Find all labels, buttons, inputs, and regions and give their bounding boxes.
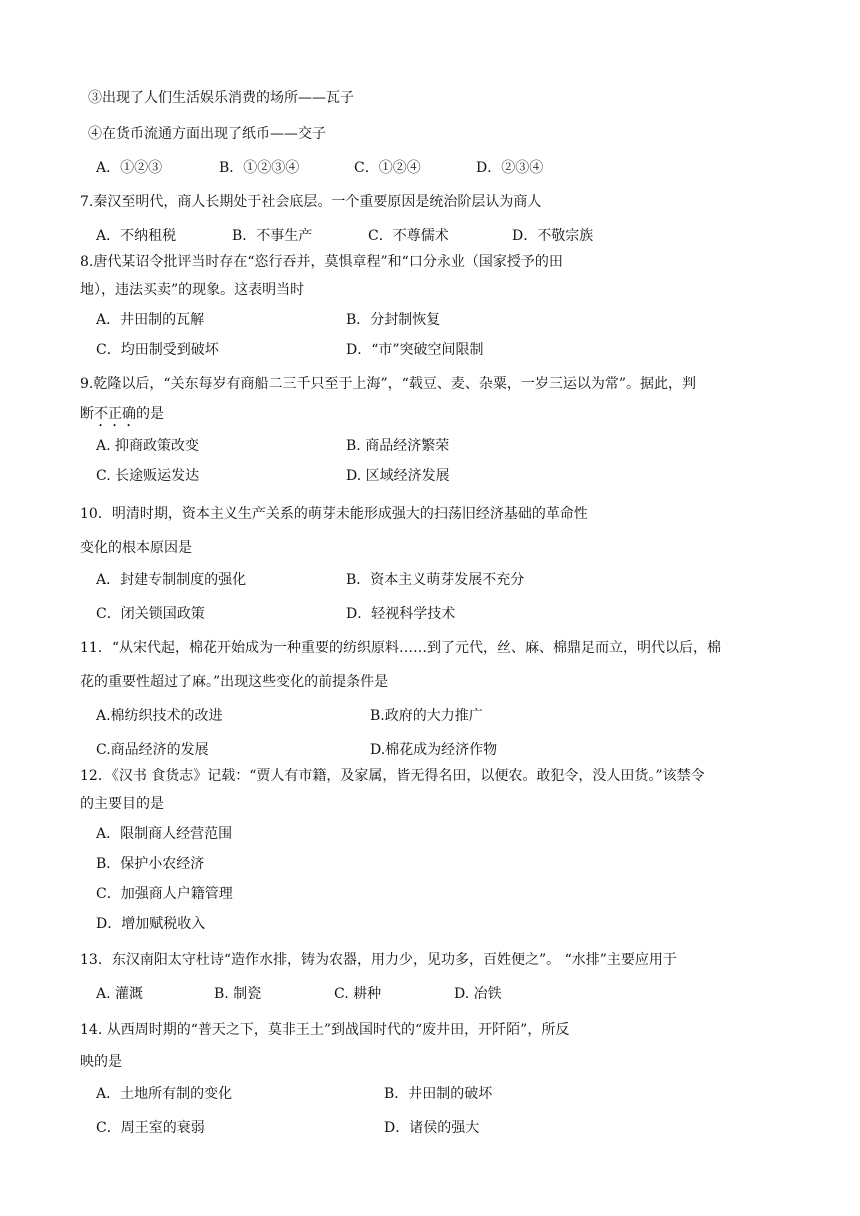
q12-option-b[interactable]: B．保护小农经济	[96, 856, 205, 872]
q12-option-a[interactable]: A．限制商人经营范围	[96, 826, 233, 842]
q14-option-a[interactable]: A．土地所有制的变化	[96, 1086, 233, 1102]
q14-option-d[interactable]: D．诸侯的强大	[384, 1120, 480, 1136]
q12-stem-line1: 12．《汉书 食货志》记载：“贾人有市籍，及家属，皆无得名田，以便农。敢犯令，没人田货。”该禁令	[80, 768, 705, 784]
q8-option-d[interactable]: D．“市”突破空间限制	[346, 342, 484, 358]
q7-option-b[interactable]: B．不事生产	[232, 228, 313, 244]
q11-stem-line2: 花的重要性超过了麻。”出现这些变化的前提条件是	[80, 674, 389, 690]
q7-option-a[interactable]: A．不纳租税	[96, 228, 177, 244]
q6-option-c[interactable]: C．①②④	[354, 160, 421, 176]
q9-option-c[interactable]: C. 长途贩运发达	[96, 468, 200, 484]
q10-option-b[interactable]: B．资本主义萌芽发展不充分	[346, 572, 525, 588]
q11-option-c[interactable]: C.商品经济的发展	[96, 742, 209, 758]
item-4: ④在货币流通方面出现了纸币——交子	[88, 126, 326, 142]
q9-option-d[interactable]: D. 区域经济发展	[346, 468, 450, 484]
q6-option-d[interactable]: D．②③④	[476, 160, 544, 176]
q7-option-c[interactable]: C．不尊儒术	[368, 228, 449, 244]
q9-stem-pre: 断	[80, 406, 94, 422]
q13-option-b[interactable]: B. 制瓷	[214, 986, 262, 1002]
q14-stem-line1: 14. 从西周时期的“普天之下，莫非王土”到战国时代的“废井田，开阡陌”，所反	[80, 1022, 570, 1038]
q9-option-b[interactable]: B. 商品经济繁荣	[346, 438, 450, 454]
q9-stem-line2	[80, 404, 164, 430]
q9-stem-post: 的是	[136, 406, 164, 422]
q10-option-a[interactable]: A．封建专制制度的强化	[96, 572, 247, 588]
q14-option-c[interactable]: C．周王室的衰弱	[96, 1120, 205, 1136]
q13-option-c[interactable]: C. 耕种	[334, 986, 382, 1002]
q12-option-d[interactable]: D．增加赋税收入	[96, 916, 206, 932]
q8-stem-line2: 地），违法买卖”的现象。这表明当时	[80, 282, 305, 298]
q11-stem-line1: 11．“从宋代起，棉花开始成为一种重要的纺织原料……到了元代，丝、麻、棉鼎足而立，明代以后，棉	[80, 640, 721, 656]
q10-option-c[interactable]: C．闭关锁国政策	[96, 606, 205, 622]
q7-stem: 7.秦汉至明代，商人长期处于社会底层。一个重要原因是统治阶层认为商人	[80, 194, 542, 210]
q8-option-a[interactable]: A．井田制的瓦解	[96, 312, 205, 328]
q13-option-d[interactable]: D. 冶铁	[454, 986, 502, 1002]
q6-option-a[interactable]: A．①②③	[96, 160, 163, 176]
q9-stem-line1: 9.乾隆以后，“关东每岁有商船二三千只至于上海”，“载豆、麦、杂粟，一岁三运以为常”。据此，判	[80, 376, 696, 392]
q12-stem-line2: 的主要目的是	[80, 796, 164, 812]
q13-option-a[interactable]: A. 灌溉	[96, 986, 144, 1002]
q11-option-a[interactable]: A.棉纺织技术的改进	[96, 708, 223, 724]
q11-option-d[interactable]: D.棉花成为经济作物	[370, 742, 498, 758]
q9-option-a[interactable]: A. 抑商政策改变	[96, 438, 200, 454]
q7-option-d[interactable]: D．不敬宗族	[512, 228, 594, 244]
q10-stem-line1: 10．明清时期，资本主义生产关系的萌芽未能形成强大的扫荡旧经济基础的革命性	[80, 506, 588, 522]
q6-option-b[interactable]: B．①②③④	[219, 160, 300, 176]
q14-option-b[interactable]: B．井田制的破坏	[384, 1086, 493, 1102]
q14-stem-line2: 映的是	[80, 1054, 122, 1070]
q10-stem-line2: 变化的根本原因是	[80, 540, 192, 556]
q8-option-b[interactable]: B．分封制恢复	[346, 312, 441, 328]
q8-option-c[interactable]: C．均田制受到破坏	[96, 342, 219, 358]
q13-stem: 13．东汉南阳太守杜诗“造作水排，铸为农器，用力少，见功多，百姓便之”。 “水排”主要应用于	[80, 952, 677, 968]
q9-emphasis: 不正确	[94, 406, 136, 422]
item-3: ③出现了人们生活娱乐消费的场所——瓦子	[88, 90, 354, 106]
q10-option-d[interactable]: D．轻视科学技术	[346, 606, 456, 622]
q8-stem-line1: 8.唐代某诏令批评当时存在“恣行吞并，莫惧章程”和“口分永业（国家授予的田	[80, 254, 563, 270]
q12-option-c[interactable]: C．加强商人户籍管理	[96, 886, 233, 902]
q11-option-b[interactable]: B.政府的大力推广	[370, 708, 483, 724]
